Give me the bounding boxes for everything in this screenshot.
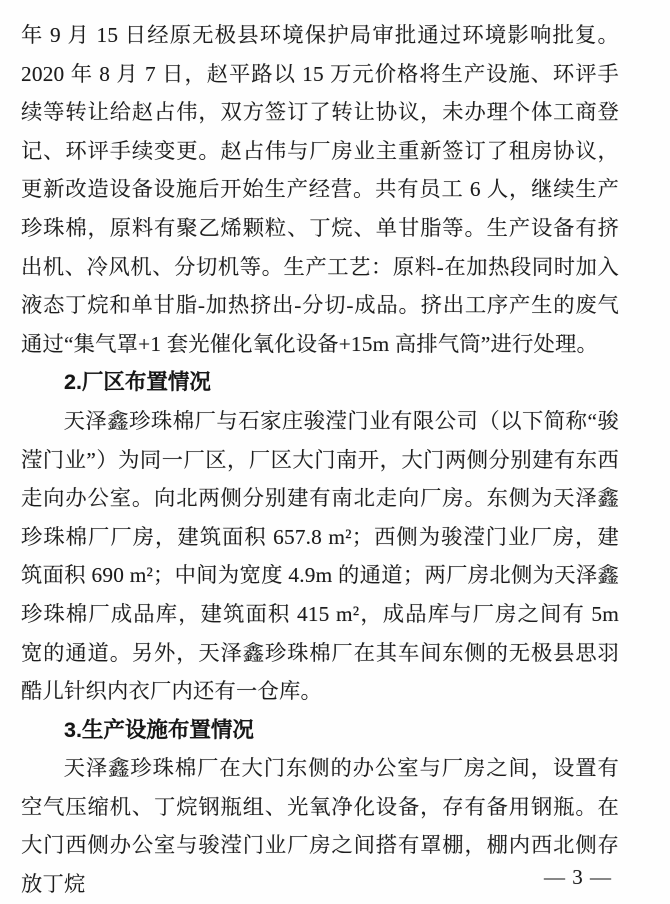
paragraph-approval-history: 年 9 月 15 日经原无极县环境保护局审批通过环境影响批复。2020 年 8 月 7 日，赵平路以 15 万元价格将生产设施、环评手续等转让给赵占伟，双方签订了转让协议，未办理个体工商登记、环评手续变更。赵占伟与厂房业主重新签订了租房协议，更新改造设备设施后开始生产经营。共有员工 6 人，继续生产珍珠棉，原料有聚乙烯颗粒、丁烷、单甘脂等。生产设备有挤出机、冷风机、分切机等。生产工艺：原料-在加热段同时加入液态丁烷和单甘脂-加热挤出-分切-成品。挤出工序产生的废气通过“集气罩+1 套光催化氧化设备+15m 高排气筒”进行处理。 xyxy=(21,23,619,356)
paragraph-production-facilities: 天泽鑫珍珠棉厂在大门东侧的办公室与厂房之间，设置有空气压缩机、丁烷钢瓶组、光氧净化设备，存有备用钢瓶。在大门西侧办公室与骏滢门业厂房之间搭有罩棚，棚内西北侧存放丁烷 xyxy=(21,756,619,897)
section-heading-production-facilities: 3.生产设施布置情况 xyxy=(64,717,254,742)
page-number: — 3 — xyxy=(544,865,612,889)
document-page xyxy=(21,16,619,904)
paragraph-plant-layout: 天泽鑫珍珠棉厂与石家庄骏滢门业有限公司（以下简称“骏滢门业”）为同一厂区，厂区大门南开，大门两侧分别建有东西走向办公室。向北两侧分别建有南北走向厂房。东侧为天泽鑫珍珠棉厂厂房，建筑面积 657.8 m²；西侧为骏滢门业厂房，建筑面积 690 m²；中间为宽度 4.9m 的通道；两厂房北侧为天泽鑫珍珠棉厂成品库，建筑面积 415 m²，成品库与厂房之间有 5m 宽的通道。另外，天泽鑫珍珠棉厂在其车间东侧的无极县思羽酷儿针织内衣厂内还有一仓库。 xyxy=(21,408,619,704)
section-heading-plant-layout: 2.厂区布置情况 xyxy=(64,370,211,395)
